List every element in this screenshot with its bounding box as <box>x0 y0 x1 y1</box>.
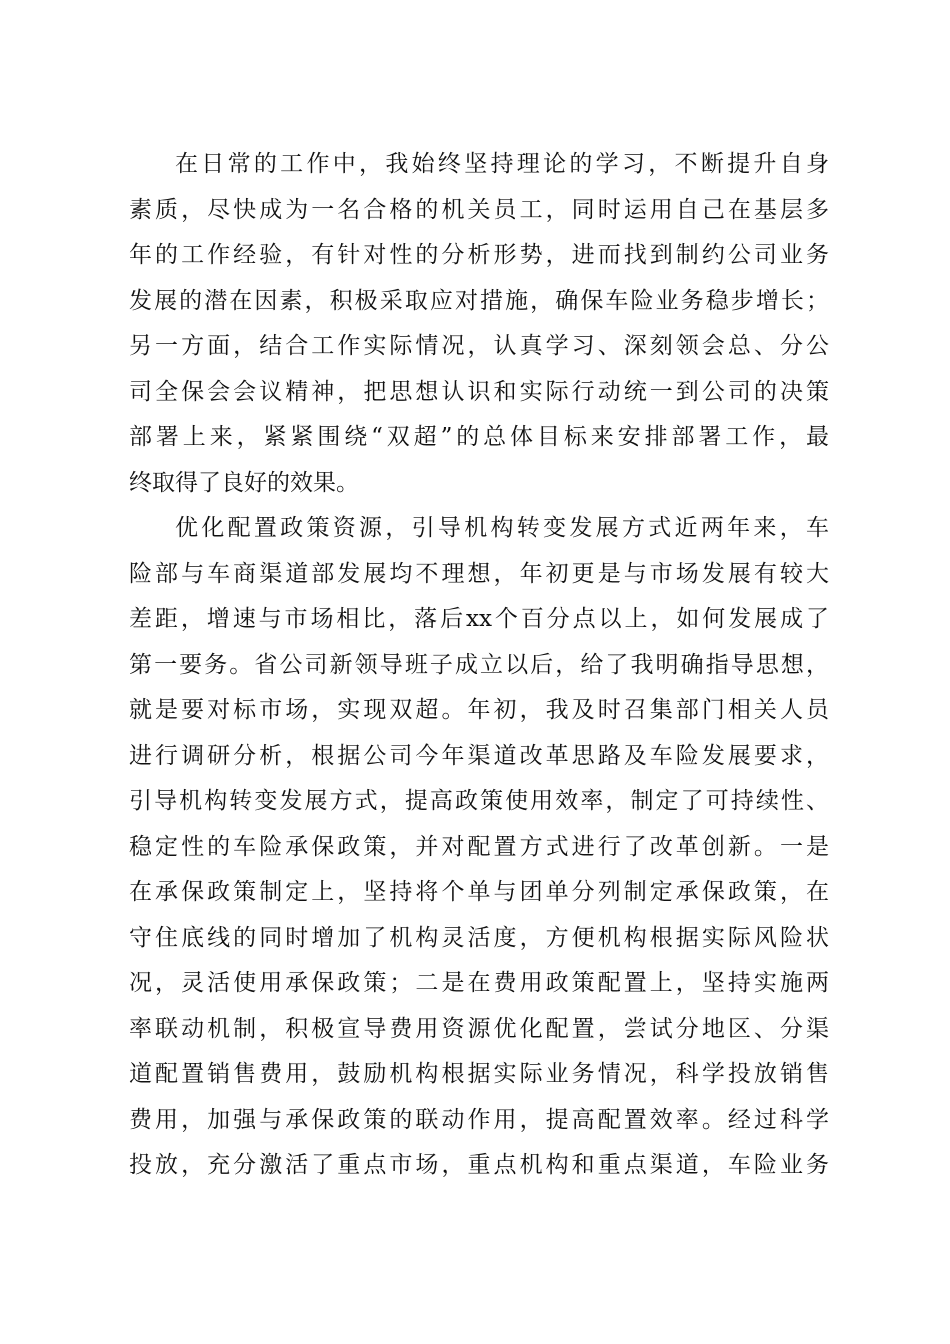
paragraph-1-line-1: 在日常的工作中，我始终坚持理论的学习，不断提升自身 <box>175 151 829 177</box>
paragraph-2-line-15: 投放，充分激活了重点市场，重点机构和重点渠道，车险业务 <box>129 1152 829 1178</box>
paragraph-1-line-4: 发展的潜在因素，积极采取应对措施，确保车险业务稳步增长； <box>129 287 829 314</box>
paragraph-2-line-4: 第一要务。省公司新领导班子成立以后，给了我明确指导思想， <box>129 651 829 678</box>
paragraph-2-line-7: 引导机构转变发展方式，提高政策使用效率，制定了可持续性、 <box>129 788 829 814</box>
paragraph-1-line-5: 另一方面，结合工作实际情况，认真学习、深刻领会总、分公 <box>129 333 829 359</box>
paragraph-2-line-11: 况，灵活使用承保政策；二是在费用政策配置上，坚持实施两 <box>129 970 829 996</box>
paragraph-2-line-3: 差距，增速与市场相比，落后xx个百分点以上，如何发展成了 <box>129 606 829 632</box>
paragraph-2-line-12: 率联动机制，积极宣导费用资源优化配置，尝试分地区、分渠 <box>129 1015 829 1042</box>
paragraph-2-line-10: 守住底线的同时增加了机构灵活度，方便机构根据实际风险状 <box>129 924 829 951</box>
document-body <box>129 142 829 1189</box>
paragraph-2-line-8: 稳定性的车险承保政策，并对配置方式进行了改革创新。一是 <box>129 833 829 860</box>
paragraph-2-line-9: 在承保政策制定上，坚持将个单与团单分列制定承保政策，在 <box>129 879 829 905</box>
paragraph-2-line-14: 费用，加强与承保政策的联动作用，提高配置效率。经过科学 <box>129 1106 829 1133</box>
paragraph-2-line-13: 道配置销售费用，鼓励机构根据实际业务情况，科学投放销售 <box>129 1061 829 1087</box>
paragraph-2-line-5: 就是要对标市场，实现双超。年初，我及时召集部门相关人员 <box>129 697 829 723</box>
paragraph-1-line-8: 终取得了良好的效果。 <box>129 469 359 496</box>
paragraph-1-line-2: 素质，尽快成为一名合格的机关员工，同时运用自己在基层多 <box>129 196 829 223</box>
paragraph-1-line-7: 部署上来，紧紧围绕“双超”的总体目标来安排部署工作，最 <box>129 424 829 450</box>
paragraph-1-line-6: 司全保会会议精神，把思想认识和实际行动统一到公司的决策 <box>129 378 829 405</box>
paragraph-1-line-3: 年的工作经验，有针对性的分析形势，进而找到制约公司业务 <box>129 242 829 268</box>
paragraph-2-line-1: 优化配置政策资源，引导机构转变发展方式近两年来，车 <box>175 515 829 541</box>
paragraph-2-line-6: 进行调研分析，根据公司今年渠道改革思路及车险发展要求， <box>129 742 829 769</box>
paragraph-2-line-2: 险部与车商渠道部发展均不理想，年初更是与市场发展有较大 <box>129 560 829 587</box>
